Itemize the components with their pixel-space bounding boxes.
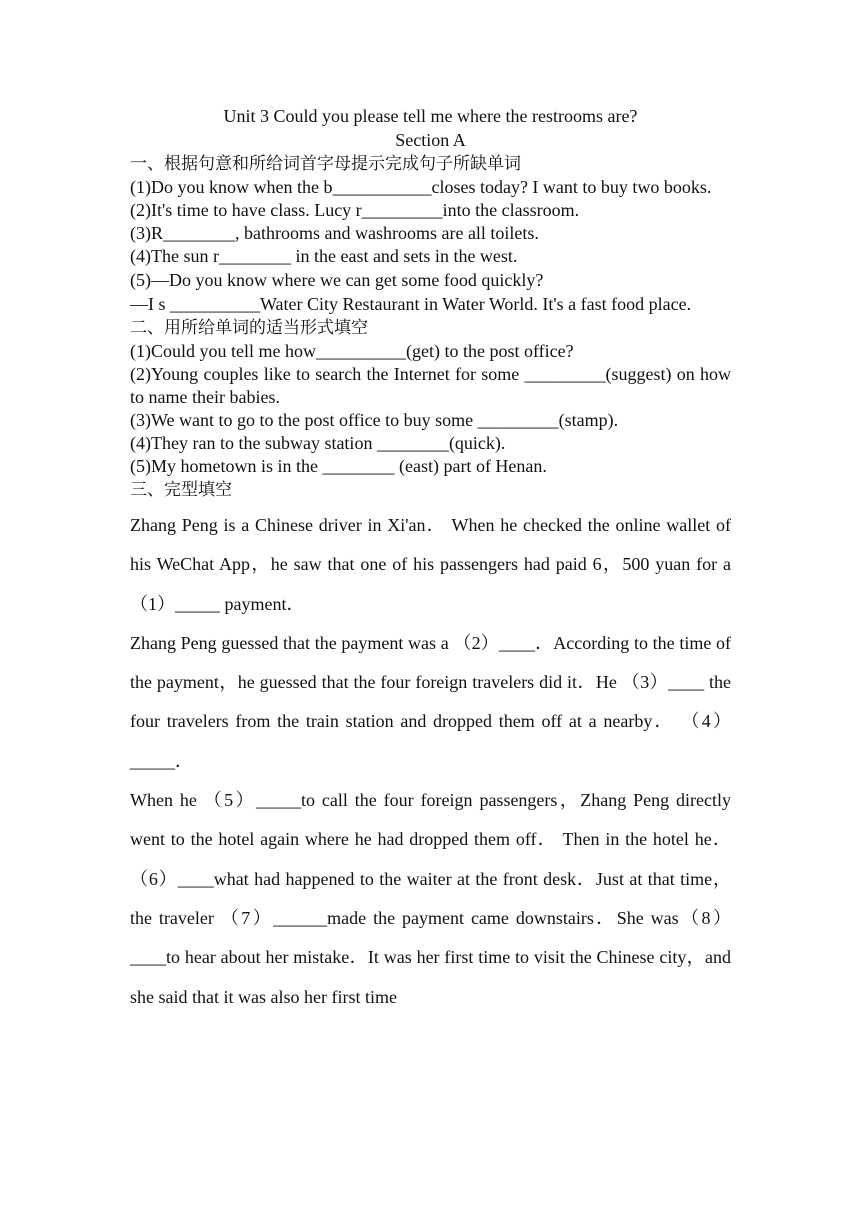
part1-item-1: (1)Do you know when the b___________closes today? I want to buy two books. <box>130 177 712 197</box>
part3-heading: 三、完型填空 <box>130 480 232 500</box>
part1-heading: 一、根据句意和所给词首字母提示完成句子所缺单词 <box>130 154 521 174</box>
unit-title: Unit 3 Could you please tell me where the restrooms are? <box>223 106 638 126</box>
part1-item-3: (3)R________, bathrooms and washrooms are all toilets. <box>130 223 539 243</box>
cloze-paragraph: Zhang Peng guessed that the payment was a （2）____．According to the time of the payment，he guessed that the four foreign travelers did it．He （3）____ the four travelers from the train station and dropped them off at a nearby． （4）_____． <box>130 632 731 771</box>
cloze-passage <box>130 506 731 1017</box>
cloze-paragraph: Zhang Peng is a Chinese driver in Xi'an． When he checked the online wallet of his WeChat App，he saw that one of his passengers had paid 6，500 yuan for a （1）_____ payment． <box>130 515 731 614</box>
part1-item-4: (4)The sun r________ in the east and sets in the west. <box>130 246 518 266</box>
part2-item-5: (5)My hometown is in the ________ (east) part of Henan. <box>130 456 547 476</box>
section-title: Section A <box>395 130 466 150</box>
part2-item-4: (4)They ran to the subway station ________(quick). <box>130 433 506 453</box>
worksheet-page <box>130 104 731 1017</box>
cloze-paragraph: When he （5）_____to call the four foreign passengers，Zhang Peng directly went to the hotel again where he had dropped them off． Then in the hotel he．（6）____what had happened to the waiter at the front desk．Just at that time， the traveler （7）______made the payment came downstairs．She was（8）____to hear about her mistake．It was her first time to visit the Chinese city，and she said that it was also her first time <box>130 790 731 1007</box>
part2-item-2: (2)Young couples like to search the Internet for some _________(suggest) on how to name their babies. <box>130 364 731 407</box>
part2-item-1: (1)Could you tell me how__________(get) to the post office? <box>130 341 574 361</box>
part1-item-5: (5)—Do you know where we can get some food quickly? <box>130 270 544 290</box>
part2-item-3: (3)We want to go to the post office to buy some _________(stamp). <box>130 410 619 430</box>
part1-item-2: (2)It's time to have class. Lucy r_________into the classroom. <box>130 200 580 220</box>
part1-item-6: —I s __________Water City Restaurant in Water World. It's a fast food place. <box>130 294 692 314</box>
part2-heading: 二、用所给单词的适当形式填空 <box>130 318 368 338</box>
